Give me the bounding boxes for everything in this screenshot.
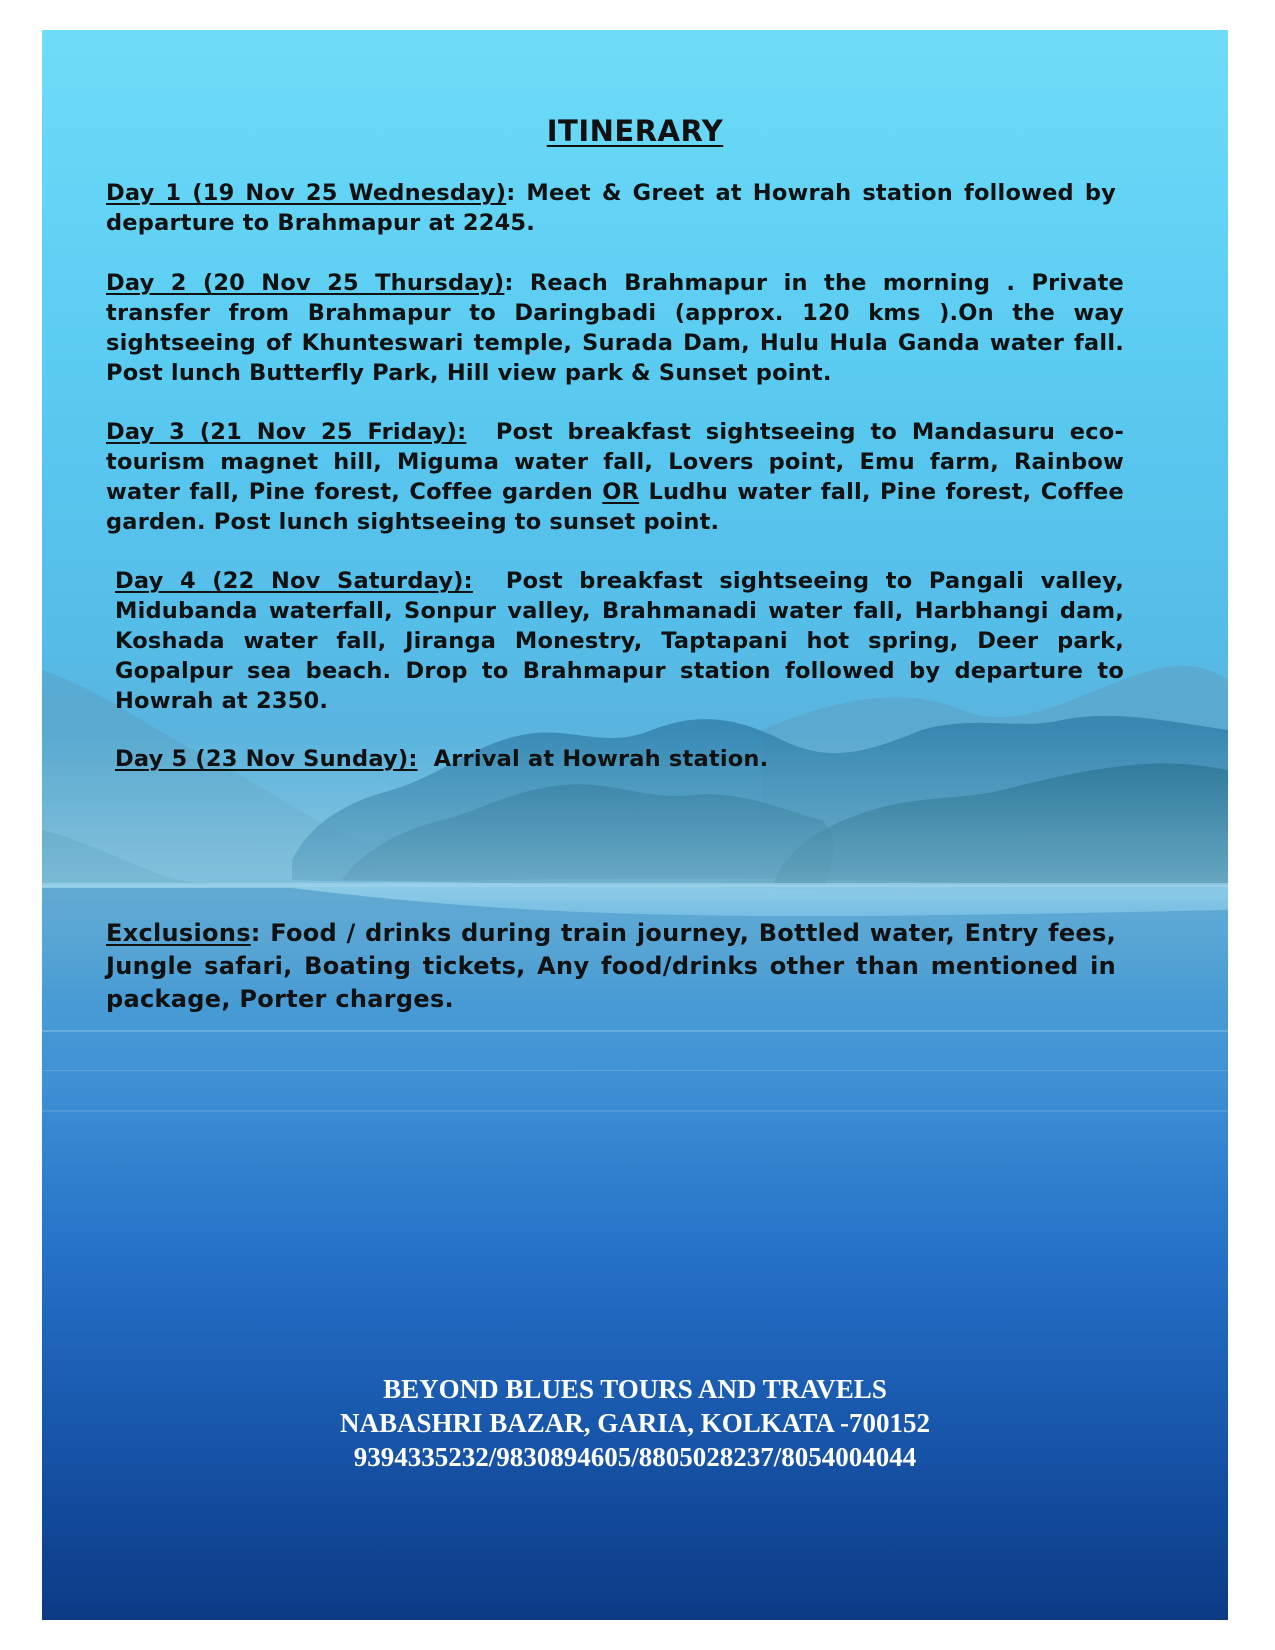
day-3-text-before: Post breakfast sightseeing to Mandasuru eco-tourism magnet hill, Miguma water fall, Lovers point, Emu farm, Rainbow water fall, Pine forest, Coffee garden [106, 419, 1124, 505]
company-address: NABASHRI BAZAR, GARIA, KOLKATA -700152 [339, 1408, 931, 1438]
day-4-separator [473, 568, 506, 594]
day-2-label: Day 2 (20 Nov 25 Thursday) [106, 270, 505, 296]
day-3-paragraph [106, 417, 1124, 537]
day-3-separator [466, 419, 496, 445]
day-3-label: Day 3 (21 Nov 25 Friday): [106, 419, 467, 445]
day-2-paragraph [106, 268, 1124, 388]
day-4-text: Post breakfast sightseeing to Pangali valley, Midubanda waterfall, Sonpur valley, Brahmanadi water fall, Harbhangi dam, Koshada water fall, Jiranga Monestry, Taptapani hot spring, Deer park, Gopalpur sea beach. Drop to Brahmapur station followed by departure to Howrah at 2350. [115, 568, 1124, 714]
exclusions-paragraph [106, 917, 1116, 1016]
day-2-separator: : [504, 270, 530, 296]
itinerary-content [42, 30, 1228, 1620]
day-5-paragraph [115, 744, 1124, 774]
company-name: BEYOND BLUES TOURS AND TRAVELS [383, 1374, 887, 1404]
exclusions-separator: : [250, 919, 271, 947]
page-title: ITINERARY [546, 114, 724, 148]
itinerary-poster [42, 30, 1228, 1620]
company-phones: 9394335232/9830894605/8805028237/8054004044 [353, 1442, 917, 1472]
day-3-or-word: OR [602, 479, 640, 505]
exclusions-text: Food / drinks during train journey, Bottled water, Entry fees, Jungle safari, Boating tickets, Any food/drinks other than mentioned in package, Porter charges. [106, 919, 1116, 1013]
day-5-text: Arrival at Howrah station. [433, 746, 769, 772]
day-4-paragraph [115, 566, 1124, 716]
day-1-label: Day 1 (19 Nov 25 Wednesday) [106, 180, 507, 206]
day-2-text: Reach Brahmapur in the morning . Private transfer from Brahmapur to Daringbadi (approx. 120 kms ).On the way sightseeing of Khunteswari temple, Surada Dam, Hulu Hula Ganda water fall. Post lunch Butterfly Park, Hill view park & Sunset point. [106, 270, 1125, 386]
day-1-text: Meet & Greet at Howrah station followed by departure to Brahmapur at 2245. [106, 180, 1117, 236]
day-1-separator: : [506, 180, 527, 206]
day-4-label: Day 4 (22 Nov Saturday): [115, 568, 473, 594]
day-3-text-after: Ludhu water fall, Pine forest, Coffee garden. Post lunch sightseeing to sunset point. [106, 479, 1124, 535]
exclusions-label: Exclusions [106, 919, 251, 947]
day-5-label: Day 5 (23 Nov Sunday): [115, 746, 418, 772]
day-5-separator [418, 746, 434, 772]
company-footer [42, 1372, 1228, 1474]
day-1-paragraph [106, 178, 1116, 238]
